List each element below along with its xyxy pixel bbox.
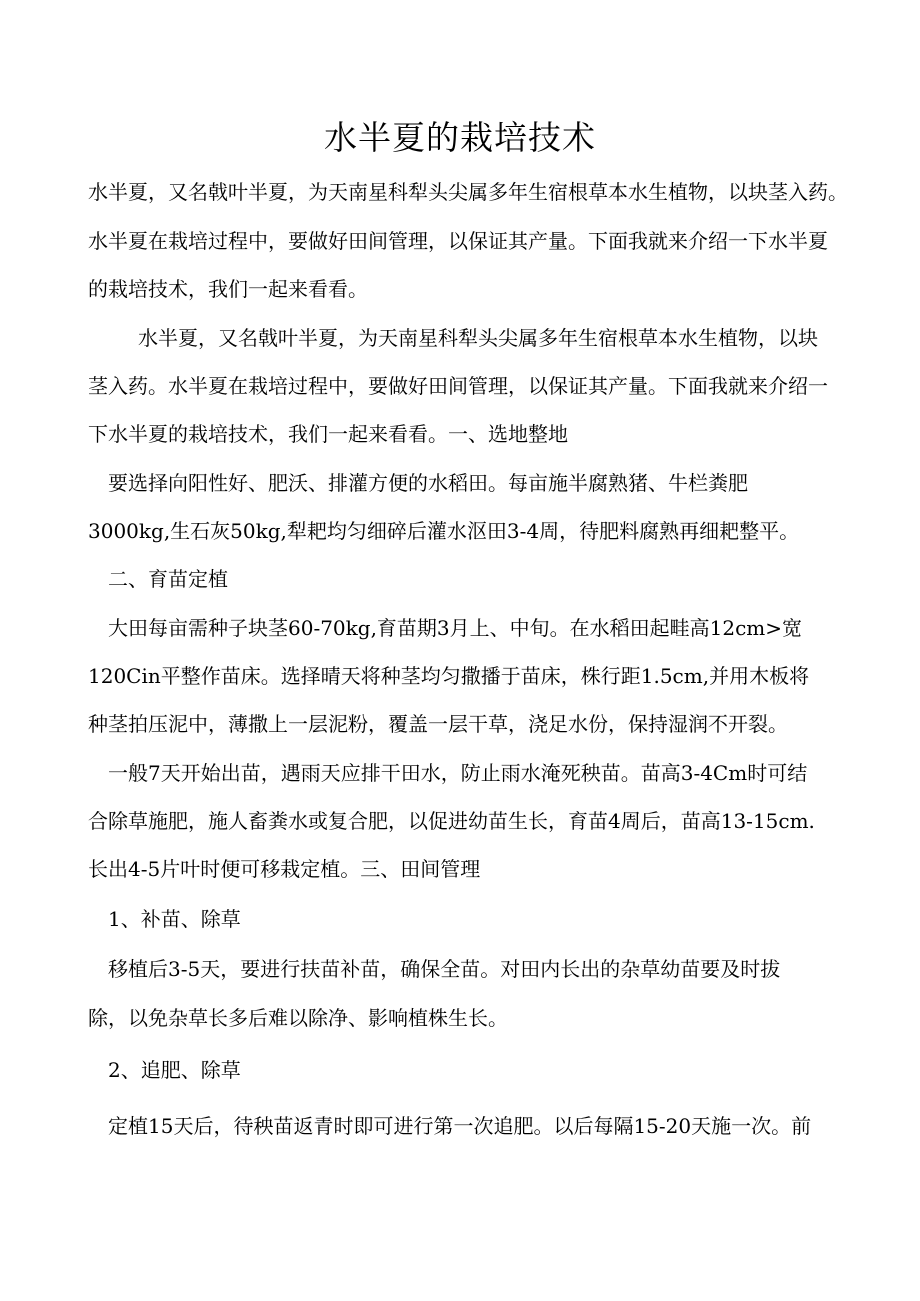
paragraph-line: 一般7天开始出苗，遇雨天应排干田水，防止雨水淹死秧苗。苗高3-4Cm时可结	[108, 761, 808, 785]
paragraph-line: 移植后3-5天，要进行扶苗补苗，确保全苗。对田内长出的杂草幼苗要及时拔	[108, 957, 781, 981]
paragraph-line: 长出4-5片叶时便可移栽定植。三、田间管理	[88, 857, 481, 881]
section-heading: 二、育苗定植	[108, 567, 228, 591]
document-title: 水半夏的栽培技术	[324, 118, 596, 157]
paragraph-line: 要选择向阳性好、肥沃、排灌方便的水稻田。每亩施半腐熟猪、牛栏粪肥	[108, 471, 748, 495]
paragraph-line: 茎入药。水半夏在栽培过程中，要做好田间管理，以保证其产量。下面我就来介绍一	[88, 374, 828, 398]
paragraph-line: 种茎拍压泥中，薄撒上一层泥粉，覆盖一层干草，浇足水份，保持湿润不开裂。	[88, 712, 788, 736]
paragraph-line: 水半夏在栽培过程中，要做好田间管理，以保证其产量。下面我就来介绍一下水半夏	[88, 229, 828, 253]
paragraph-line: 3000kg,生石灰50kg,犁耙均匀细碎后灌水沤田3-4周，待肥料腐熟再细耙整平。	[88, 519, 800, 543]
paragraph-line: 除，以免杂草长多后难以除净、影响植株生长。	[88, 1006, 508, 1030]
paragraph-line: 下水半夏的栽培技术，我们一起来看看。一、选地整地	[88, 422, 568, 446]
paragraph-line: 水半夏，又名戟叶半夏，为天南星科犁头尖属多年生宿根草本水生植物，以块	[138, 326, 818, 350]
paragraph-line: 大田每亩需种子块茎60-70kg,育苗期3月上、中旬。在水稻田起畦高12cm>宽	[108, 616, 803, 640]
section-heading: 2、追肥、除草	[108, 1058, 241, 1082]
paragraph-line: 的栽培技术，我们一起来看看。	[88, 277, 368, 301]
paragraph-line: 水半夏，又名戟叶半夏，为天南星科犁头尖属多年生宿根草本水生植物，以块茎入药。	[88, 180, 848, 204]
paragraph-line: 120Cin平整作苗床。选择晴天将种茎均匀撒播于苗床，株行距1.5cm,并用木板将	[88, 664, 810, 688]
paragraph-line: 定植15天后，待秧苗返青时即可进行第一次追肥。以后每隔15-20天施一次。前	[108, 1114, 812, 1138]
paragraph-line: 合除草施肥，施人畜粪水或复合肥，以促进幼苗生长，育苗4周后，苗高13-15cm.	[88, 809, 815, 833]
section-heading: 1、补苗、除草	[108, 907, 241, 931]
